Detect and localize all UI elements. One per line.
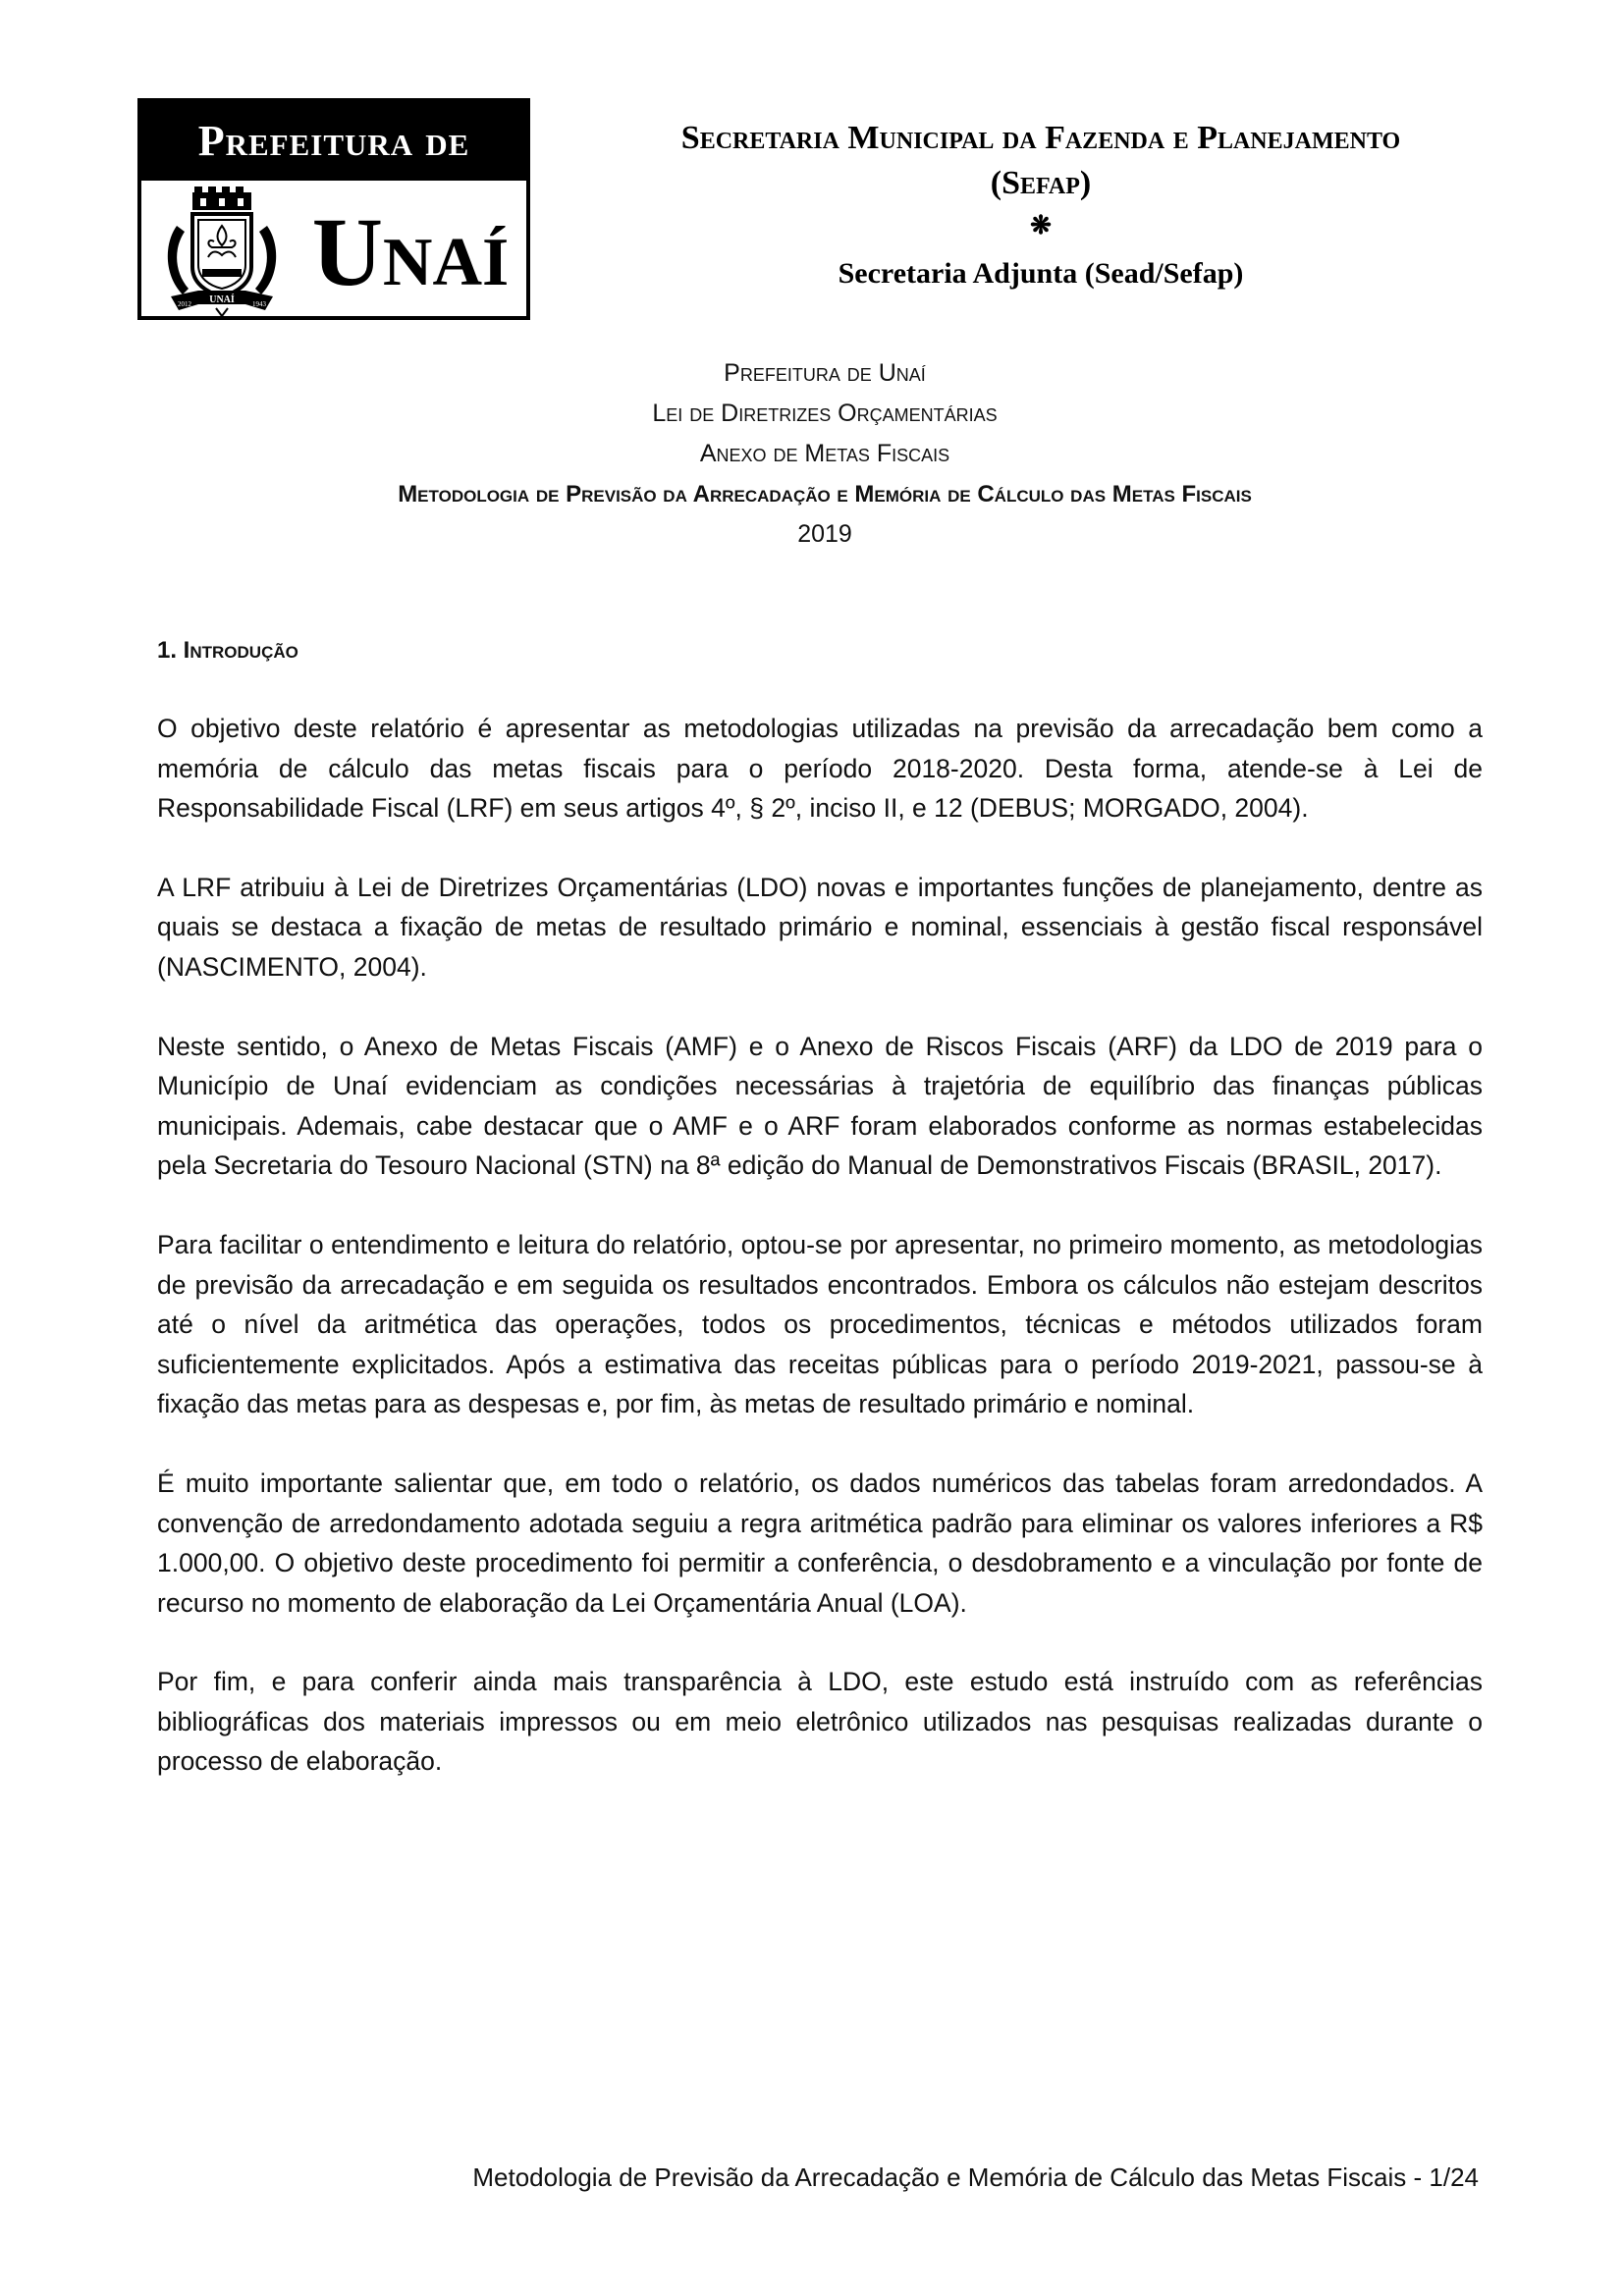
title-line-annex: Anexo de Metas Fiscais bbox=[699, 440, 950, 467]
logo-top-text: Prefeitura de bbox=[141, 102, 526, 181]
paragraph: Para facilitar o entendimento e leitura do relatório, optou-se por apresentar, no primeiro momento, as metodologias de previsão da arrecadação e em seguida os resultados encontrados. Embora os cálculos não estejam descritos até o nível da aritmética das operações, todos os procedimentos, técnicas e métodos utilizados foram suficientemente explicitados. Após a estimativa das receitas públicas para o período 2019-2021, passou-se à fixação das metas para as despesas e, por fim, às metas de resultado primário e nominal. bbox=[157, 1229, 1483, 1419]
compass-star-icon: ❋ bbox=[1030, 211, 1052, 240]
svg-text:UNAÍ: UNAÍ bbox=[209, 294, 235, 305]
secretariat-abbreviation: (Sefap) bbox=[990, 165, 1092, 201]
paragraph: Por fim, e para conferir ainda mais transparência à LDO, este estudo está instruído com as referências bibliográficas dos materiais impressos ou em meio eletrônico utilizados nas pesquisas realizadas durante o processo de elaboração. bbox=[157, 1667, 1483, 1777]
paragraph: Neste sentido, o Anexo de Metas Fiscais (AMF) e o Anexo de Riscos Fiscais (ARF) da LDO de 2019 para o Município de Unaí evidenciam as condições necessárias à trajetória de equilíbrio das finanças públicas municipais. Ademais, cabe destacar que o AMF e o ARF foram elaborados conforme as normas estabelecidas pela Secretaria do Tesouro Nacional (STN) na 8ª edição do Manual de Demonstrativos Fiscais (BRASIL, 2017). bbox=[157, 1031, 1483, 1181]
secretariat-subtitle: Secretaria Adjunta (Sead/Sefap) bbox=[838, 257, 1244, 290]
paragraph: A LRF atribuiu à Lei de Diretrizes Orçamentárias (LDO) novas e importantes funções de planejamento, dentre as quais se destaca a fixação de metas de resultado primário e nominal, essenciais à gestão fiscal responsável (NASCIMENTO, 2004). bbox=[157, 872, 1483, 982]
svg-text:1943: 1943 bbox=[252, 300, 266, 308]
section-heading: 1. Introdução bbox=[157, 637, 298, 664]
document-year: 2019 bbox=[797, 520, 852, 548]
logo-city-text: Unaí bbox=[311, 197, 510, 306]
prefeitura-logo bbox=[137, 98, 530, 320]
document-title: Metodologia de Previsão da Arrecadação e Memória de Cálculo das Metas Fiscais bbox=[398, 481, 1252, 507]
coat-of-arms-icon bbox=[159, 187, 285, 318]
secretariat-header bbox=[579, 116, 1502, 296]
secretariat-title: Secretaria Municipal da Fazenda e Planejamento bbox=[680, 120, 1401, 156]
paragraph: É muito importante salientar que, em todo o relatório, os dados numéricos das tabelas foram arredondados. A convenção de arredondamento adotada seguiu a regra aritmética padrão para eliminar os valores inferiores a R$ 1.000,00. O objetivo deste procedimento foi permitir a conferência, o desdobramento e a vinculação por fonte de recurso no momento de elaboração da Lei Orçamentária Anual (LOA). bbox=[157, 1468, 1483, 1618]
section-introduction bbox=[157, 636, 1483, 1821]
svg-text:2012: 2012 bbox=[178, 300, 191, 308]
title-line-ldo: Lei de Diretrizes Orçamentárias bbox=[652, 400, 998, 427]
document-title-block bbox=[147, 353, 1502, 555]
paragraph: O objetivo deste relatório é apresentar as metodologias utilizadas na previsão da arrecadação bem como a memória de cálculo das metas fiscais para o período 2018-2020. Desta forma, atende-se à Lei de Responsabilidade Fiscal (LRF) em seus artigos 4º, § 2º, inciso II, e 12 (DEBUS; MORGADO, 2004). bbox=[157, 714, 1483, 824]
title-line-prefeitura: Prefeitura de Unaí bbox=[724, 359, 926, 387]
page-footer: Metodologia de Previsão da Arrecadação e Memória de Cálculo das Metas Fiscais - 1/24 bbox=[472, 2163, 1479, 2192]
